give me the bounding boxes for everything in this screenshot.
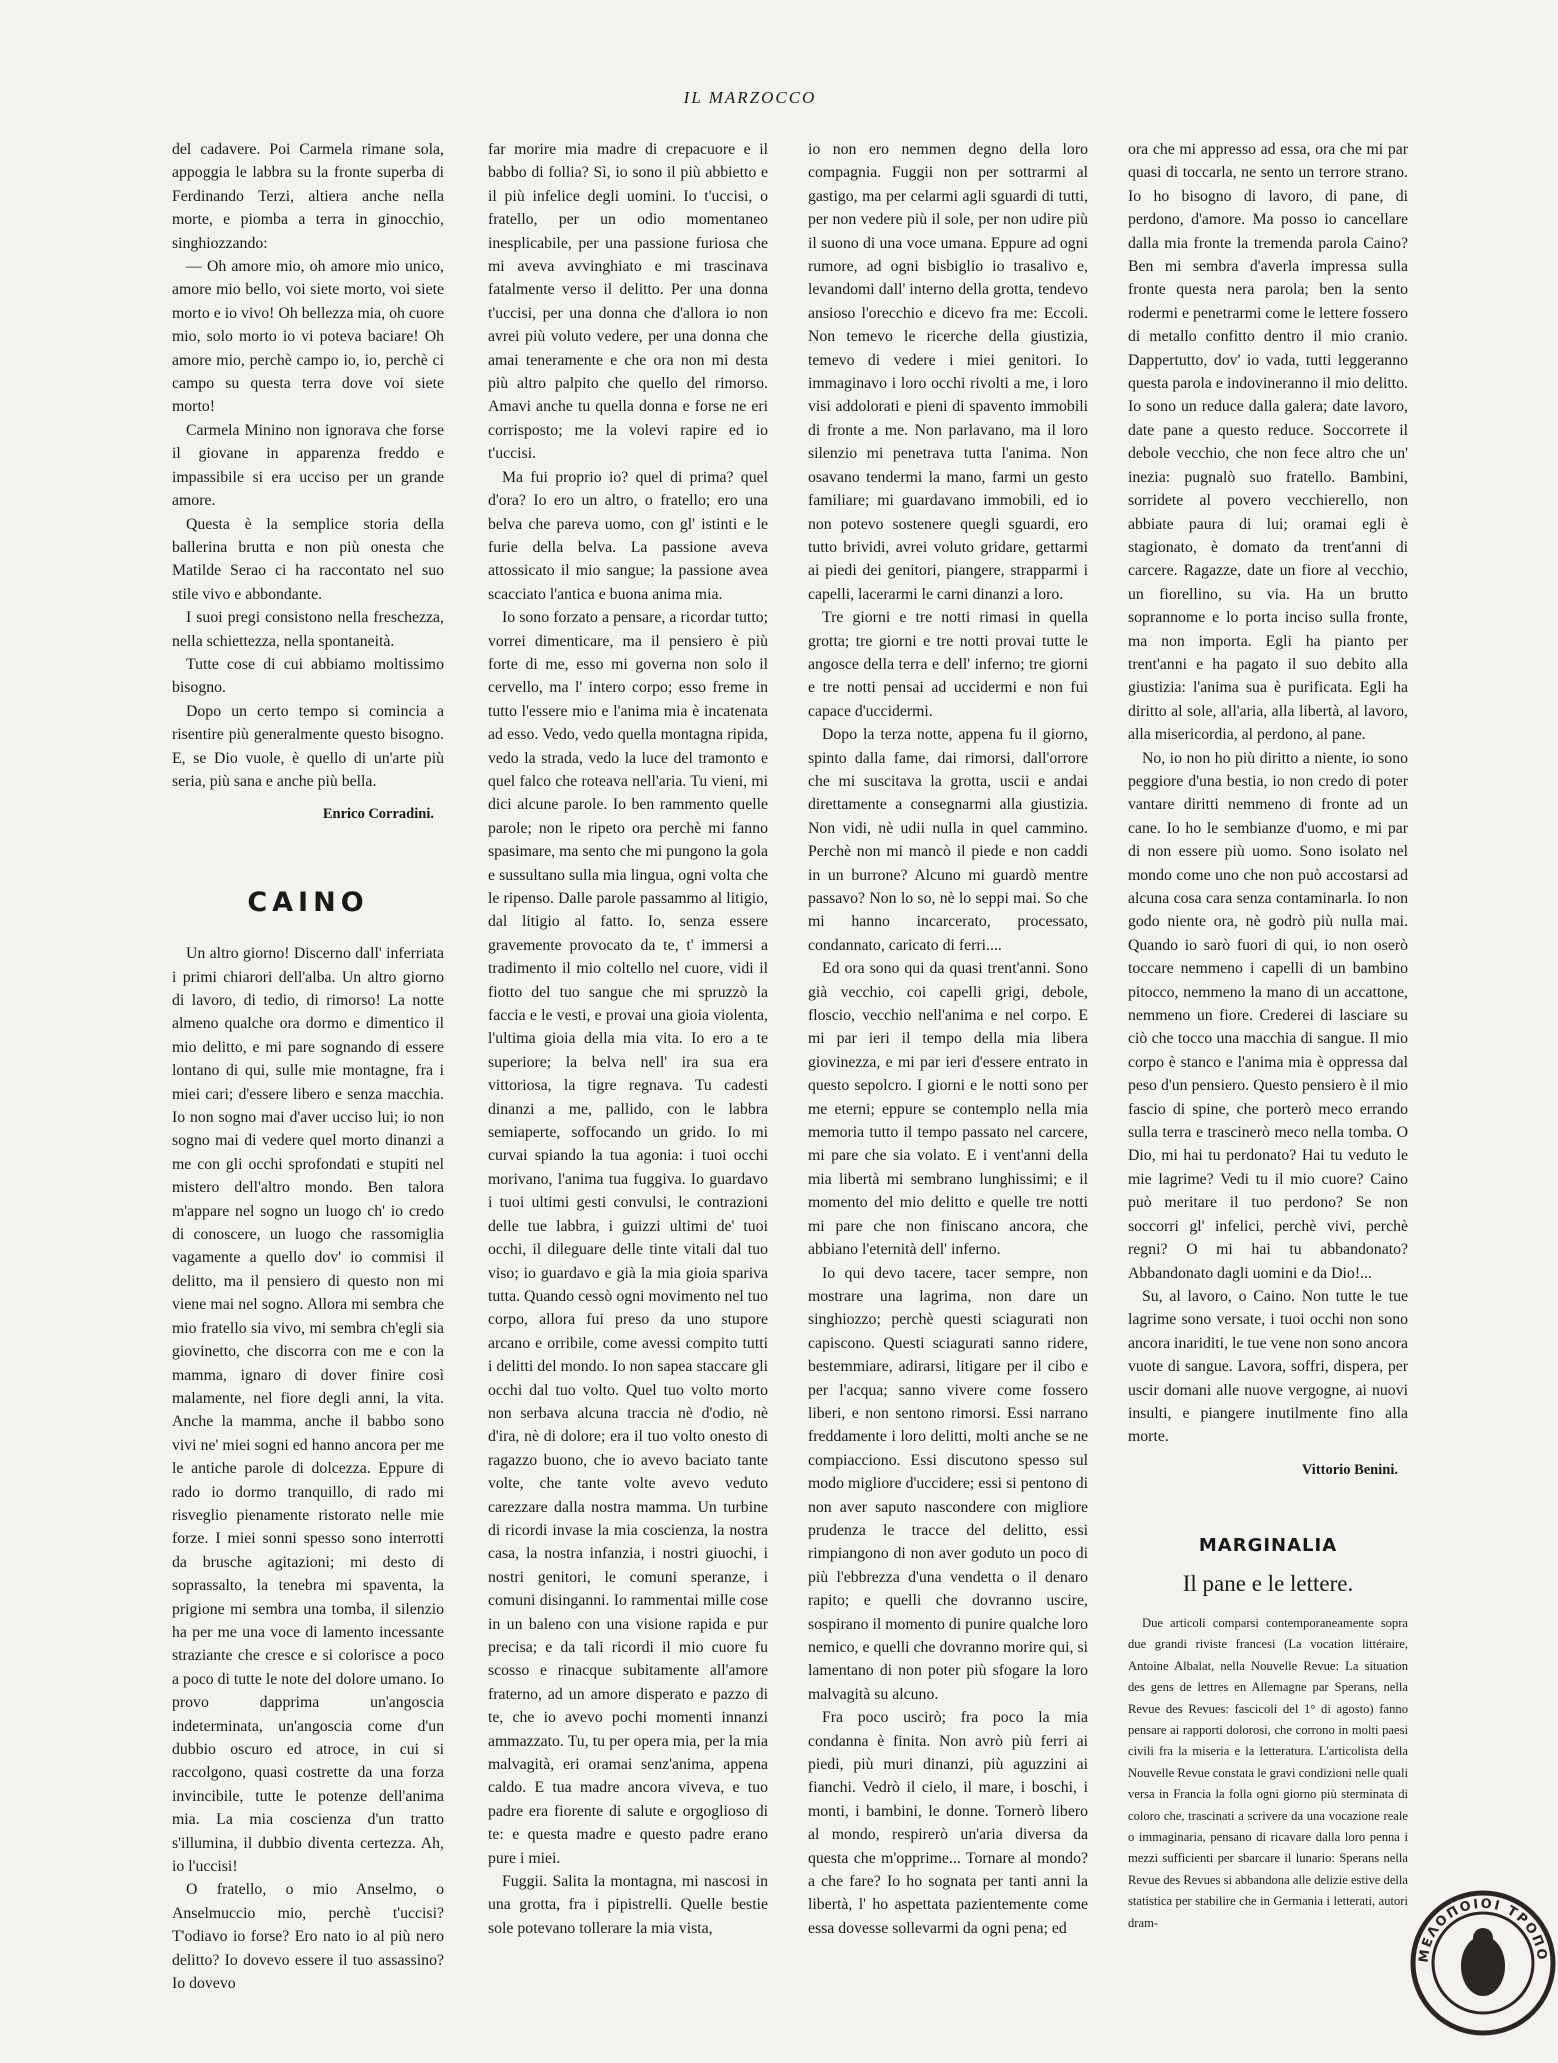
paragraph: Tre giorni e tre notti rimasi in quella grotta; tre giorni e tre notti provai tutte le angosce della terra e dell' inferno; tre giorni e tre notti pensai ad uccidermi e non fui capace d'uccidermi. (808, 609, 1088, 720)
paragraph: — Oh amore mio, oh amore mio unico, amore mio bello, voi siete morto, voi siete morto e io vivo! Oh bellezza mia, oh cuore mio, solo morto io vi poteva baciare! Oh amore mio, perchè campo io, io, perchè ci campo su questa terra dove voi siete morto! (172, 258, 444, 416)
page-header: IL MARZOCCO (683, 88, 817, 107)
column-1 (172, 138, 444, 1995)
paragraph: O fratello, o mio Anselmo, o Anselmuccio mio, perchè t'uccisi? T'odiavo io forse? Ero nato io al più nero delitto? Io dovevo essere il tuo assassino? Io dovevo (172, 1881, 444, 1993)
paragraph: Dopo la terza notte, appena fu il giorno, spinto dalla fame, dai rimorsi, dall'orrore che mi suscitava la grotta, uscii e andai direttamente a consegnarmi alla giustizia. Non vidi, nè udii nulla in quel cammino. Perchè non mi mancò il piede e non caddi in un burrone? Alcuno mi guardò mentre passavo? Non lo so, nè lo seppi mai. So che mi hanno incarcerato, processato, condannato, caricato di ferri.... (808, 726, 1088, 954)
column-4 (1128, 138, 1408, 1934)
section-subtitle: Il pane e le lettere. (1182, 1570, 1354, 1596)
paragraph: del cadavere. Poi Carmela rimane sola, appoggia le labbra su la fronte superba di Ferdinando Terzi, altiera anche nella morte, e piomba a terra in ginocchio, singhiozzando: (172, 141, 444, 252)
paragraph: I suoi pregi consistono nella freschezza, nella schiettezza, nella spontaneità. (172, 609, 444, 650)
paragraph: Un altro giorno! Discerno dall' inferriata i primi chiarori dell'alba. Un altro giorno di lavoro, di tedio, di rimorso! La notte almeno qualche ora dormo e dimentico il mio delitto, e mi pare sognando di essere lontano di qui, sulle mie montagne, fra i miei cari; d'essere libero e senza macchia. Io non sogno mai d'aver ucciso lui; io non sogno mai di vedere quel morto dinanzi a me con gli occhi sprofondati e stupiti nel mistero dell'altro mondo. Ben talora m'appare nel sogno un luogo ch' io credo di conoscere, un luogo che rassomiglia vagamente a quello dov' io commisi il delitto, ma il pensiero di questo non mi viene mai nel sogno. Allora mi sembra che mio fratello sia vivo, mi sembra ch'egli sia giovinetto, che discorra con me e con la mamma, ignaro di dover finire così malamente, nel fiore degli anni, la vita. Anche la mamma, anche il babbo sono vivi ne' miei sogni ed hanno ancora per me le antiche parole di dolcezza. Eppure di rado io dormo tranquillo, di rado mi risveglio pienamente ristorato nelle mie forze. I miei sonni spesso sono interrotti da brusche agitazioni; mi desto di soprassalto, la tenebra mi spaventa, la prigione mi sembra una tomba, il silenzio ha per me una voce di lamento incessante straziante che cresce e si colorisce a poco a poco di tutte le note del dolore umano. Io provo dapprima un'angoscia indeterminata, un'angoscia come d'un dubbio oscuro ed atroce, in cui si raccolgono, quasi costrette da una forza invincibile, tutte le potenze dell'anima mia. La mia coscienza d'un tratto s'illumina, il dubbio diventa certezza. Ah, io l'uccisi! (172, 945, 444, 1876)
paragraph: Su, al lavoro, o Caino. Non tutte le tue lagrime sono versate, i tuoi occhi non sono ancora inariditi, le tue vene non sono ancora vuote di sangue. Lavora, soffri, dispera, per uscir domani alle nuove vergogne, ai nuovi insulti, e piangere inutilmente fino alla morte. (1128, 1287, 1408, 1446)
paragraph: Tutte cose di cui abbiamo moltissimo bisogno. (172, 655, 444, 697)
paragraph: Fuggii. Salita la montagna, mi nascosi in una grotta, fra i pipistrelli. Quelle bestie sole potevano tollerare la mia vista, (488, 1873, 768, 1937)
column-3 (808, 138, 1088, 1940)
paragraph: Due articoli comparsi contemporaneamente sopra due grandi riviste francesi (La vocation littéraire, Antoine Albalat, nella Nouvelle Revue: La situation des gens de lettres en Allemagne par Sperans, nella Revue des Revues: fascicoli del 1° di agosto) fanno pensare ai rapporti dolorosi, che corrono in molti paesi civili fra la miseria e la letteratura. L'articolista della Nouvelle Revue constata le gravi condizioni nelle quali versa in Francia la folla ogni giorno più sterminata di coloro che, trascinati a scrivere da una vocazione reale o immaginaria, pensano di ricavare dalla loro penna i mezzi sufficienti per sbarcare il lunario: Sperans nella Revue des Revues si abbandona alle delizie estive della statistica per stabilire che in Germania i letterati, autori dram- (1128, 1615, 1408, 1930)
paragraph: Io sono forzato a pensare, a ricordar tutto; vorrei dimenticare, ma il pensiero è più forte di me, esso mi governa non solo il cervello, ma l' intero corpo; esso freme in tutto l'essere mio e l'anima mia è incatenata ad esso. Vedo, vedo quella montagna ripida, vedo la strada, vedo la luce del tramonto e quel falco che roteava nell'aria. Tu vieni, mi dici alcune parole. Io ben rammento quelle parole; non le ripeto ora perchè mi fanno spasimare, ma sento che mi pungono la gola e sussultano sulla mia lingua, ogni volta che le ripenso. Dalle parole passammo al litigio, dal litigio al fatto. Io, senza essere gravemente provocato da te, t' immersi a tradimento il mio coltello nel cuore, vidi il fiotto del tuo sangue che mi spruzzò la faccia e le vesti, e provai una gioia violenta, l'ultima gioia della mia vita. Io ero a te superiore; la belva nell' ira sua era vittoriosa, la tigre regnava. Tu cadesti dinanzi a me, pallido, con le labbra semiaperte, soffocando un grido. Io mi curvai spiando la tua agonia: i tuoi occhi morivano, l'anima tua fuggiva. Io guardavo i tuoi ultimi gesti convulsi, le contrazioni delle tue labbra, i guizzi ultimi de' tuoi occhi, il dileguare delle tinte vitali dal tuo viso; io guardavo e già la mia gioia spariva tutta. Quando cessò ogni movimento nel tuo corpo, allora fui preso da uno stupore arcano e orribile, come avessi compito tutti i delitti del mondo. Io non sapea staccare gli occhi dal tuo volto. Quel tuo volto morto non serbava alcuna traccia nè d'odio, nè d'ira, nè di dolore; era il tuo volto onesto di ragazzo buono, che io avevo baciato tante volte, che tante volte avevo veduto carezzare dalla nostra mamma. Un turbine di ricordi invase la mia coscienza, la nostra casa, la nostra infanzia, i nostri giuochi, i nostri genitori, le comuni speranze, i comuni disinganni. Io rammentai mille cose in un baleno con una visione rapida e pur precisa; e da tali ricordi il mio cuore fu scosso e rinacque subitamente all'amore fraterno, ad un amore disperato e pazzo di te, che io avevo pochi momenti innanzi ammazzato. Tu, tu per opera mia, per la mia malvagità, eri oramai senz'anima, appena caldo. E tua madre ancora viveva, e tuo padre era fiorente di salute e orgoglioso di te: e questa madre e questo padre erano pure i miei. (488, 609, 768, 1867)
library-stamp-icon (1408, 1888, 1558, 2038)
stamp-text: ΜΕΛΟΠΟΙΟΙ ΤΡΟΠΟ (1416, 1896, 1550, 1964)
author-signature: Enrico Corradini. (322, 806, 434, 823)
paragraph: Questa è la semplice storia della ballerina brutta e non più onesta che Matilde Serao ci ha raccontato nel suo stile vivo e abbondante. (172, 515, 444, 603)
article-title: CAINO (247, 886, 369, 918)
paragraph: Ed ora sono qui da quasi trent'anni. Sono già vecchio, coi capelli grigi, debole, floscio, vecchio nell'anima e nel corpo. E mi par ieri il tempo della mia libera giovinezza, e mi par ieri d'essere entrato in questo sepolcro. I giorni e le notti sono per me eterni; eppure se contemplo nella mia memoria tutto il tempo passato nel carcere, mi pare che sia volato. E i vent'anni della mia libertà mi sembrano lunghissimi; e il momento del mio delitto e quelle tre notti mi pare che non finiscano ancora, che abbiano l'eternità dell' inferno. (808, 960, 1088, 1259)
paragraph: Carmela Minino non ignorava che forse il giovane in apparenza freddo e impassibile si era ucciso per un grande amore. (172, 421, 444, 510)
paragraph: ora che mi appresso ad essa, ora che mi par quasi di toccarla, ne sento un terrore strano. Io ho bisogno di lavoro, di pane, di perdono, d'amore. Ma posso io cancellare dalla mia fronte la tremenda parola Caino? Ben mi sembra d'averla impressa sulla fronte questa nera parola; ben la sento rodermi e penetrarmi come le lettere fossero di metallo confitto dentro il mio cranio. Dappertutto, dov' io vada, tutti leggeranno questa parola e indovineranno il mio delitto. Io sono un reduce dalla galera; date lavoro, date pane a questo reduce. Soccorrete il debole vecchio, che non fece altro che un' inezia: pugnalò suo fratello. Bambini, sorridete al povero vecchierello, non abbiate paura di lui; oramai egli è stagionato, è domato da trent'anni di carcere. Ragazze, date un fiore al vecchio, un fiorellino, su via. Ha un brutto soprannome e lo porta inciso sulla fronte, ma non importa. Egli ha pianto per trent'anni e ha pagato il suo debito alla giustizia: l'anima sua è purificata. Egli ha diritto al sole, all'aria, alla libertà, al lavoro, alla misericordia, al perdono, al pane. (1128, 141, 1408, 744)
paragraph: Fra poco uscirò; fra poco la mia condanna è finita. Non avrò più ferri ai piedi, più muri dinanzi, più aguzzini ai fianchi. Vedrò il cielo, il mare, i boschi, i monti, i bambini, le donne. Tornerò libero al mondo, respirerò un'aria diversa da questa che m'opprime... Tornare al mondo? a che fare? Io ho sognata per tanti anni la libertà, l' ho aspettata pazientemente come essa dovesse sollevarmi da ogni pena; ed (808, 1709, 1088, 1937)
author-signature: Vittorio Benini. (1301, 1461, 1398, 1478)
paragraph: io non ero nemmen degno della loro compagnia. Fuggii non per sottrarmi al gastigo, ma per celarmi agli sguardi di tutti, per non vedere più il sole, per non udire più il suono di una voce umana. Eppure ad ogni rumore, ad ogni bisbiglio io trasalivo e, levandomi dall' interno della grotta, tendevo ansioso l'orecchio e dicevo fra me: Eccoli. Non temevo le ricerche della giustizia, temevo di vedere i miei genitori. Io immaginavo i loro occhi rivolti a me, i loro visi addolorati e pieni di spavento immobili di fronte a me. Non parlavano, ma il loro silenzio mi penetrava tutta l'anima. Non osavano tendermi la mano, farmi un gesto familiare; mi guardavano immobili, ed io non potevo sostenere quegli sguardi, ero tutto brividi, avrei voluto gridare, gettarmi ai piedi dei genitori, piangere, strapparmi i capelli, lacerarmi le carni dinanzi a loro. (808, 141, 1088, 603)
paragraph: Dopo un certo tempo si comincia a risentire più generalmente questo bisogno. E, se Dio vuole, è quello di un'arte più seria, più sana e anche più bella. (172, 702, 444, 790)
paragraph: Ma fui proprio io? quel di prima? quel d'ora? Io ero un altro, o fratello; ero una belva che pareva uomo, con gl' istinti e le furie della belva. La passione aveva attossicato il mio sangue; la passione avea scacciato l'antica e buona anima mia. (488, 468, 768, 603)
paragraph: Io qui devo tacere, tacer sempre, non mostrare una lagrima, non dare un singhiozzo; perchè questi sciagurati non capiscono. Questi sciagurati sanno ridere, bestemmiare, adirarsi, litigare per il cibo e per l'acqua; sanno vivere come fossero liberi, e non sentono rimorsi. Essi narrano freddamente i loro delitti, molti anche se ne compiacciono. Essi discutono spesso sul modo migliore d'uccidere; essi si pentono di non aver saputo nascondere con migliore prudenza le tracce del delitto, essi rimpiangono di non aver goduto un poco di più l'ebbrezza d'una vendetta o il denaro rapito; e quelli che dovranno uscire, sospirano il momento di punire qualche loro nemico, e quelli che dovranno morire qui, si lamentano di non poter più sfogare la loro malvagità su alcuno. (808, 1264, 1088, 1703)
section-title: MARGINALIA (1198, 1535, 1338, 1557)
paragraph: far morire mia madre di crepacuore e il babbo di follia? Sì, io sono il più abbietto e il più infelice degli uomini. Io t'uccisi, o fratello, per un odio momentaneo inesplicabile, per una passione furiosa che mi aveva avvinghiato e mi trascinava fatalmente verso il delitto. Per una donna t'uccisi, per una donna che d'allora io non avrei più voluto vedere, per una donna che amai teneramente e che ora non mi desta più altro palpito che quello del rimorso. Amavi anche tu quella donna e forse ne eri corrisposto; me la volevi rapire ed io t'uccisi. (488, 141, 768, 463)
paragraph: No, io non ho più diritto a niente, io sono peggiore d'una bestia, io non credo di poter vantare diritti nemmeno di fronte ad un cane. Io ho le sembianze d'uomo, e mi par di non essere più uomo. Sono isolato nel mondo come uno che non può accostarsi ad alcuna cosa cara senza contaminarla. Io non godo niente ora, nè godrò più nulla mai. Quando io sarò fuori di qui, io non oserò toccare nemmeno i capelli di un bambino pitocco, nemmeno la mano di un accattone, nemmeno un fiore. Crederei di lasciare su ciò che tocco una macchia di sangue. Il mio corpo è stanco e l'anima mia è oppressa dal peso d'un pensiero. Questo pensiero è il mio fascio di spine, che porterò meco errando sulla terra e trascinerò meco nella tomba. O Dio, mi hai tu perdonato? Hai tu veduto le mie lagrime? Vedi tu il mio cuore? Caino può meritare il tuo perdono? Se non soccorri gl' infelici, perchè vivi, perchè regni? O mi hai tu abbandonato? Abbandonato dagli uomini e da Dio!... (1128, 749, 1408, 1282)
column-2 (488, 138, 768, 1940)
